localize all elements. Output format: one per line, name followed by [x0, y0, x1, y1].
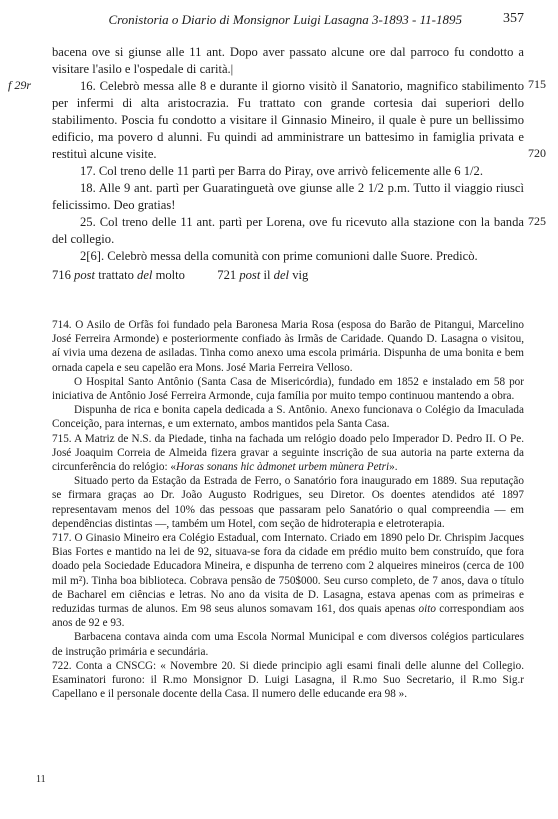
note-715-sanatorium: Situado perto da Estação da Estrada de Ferro, o Sanatório fora inaugurado em 1889. Sua reputação se firmara graças ao Dr. João Augusto Rodrigues, seu Diretor. Os doentes atendidos até 1897 representavam menos del 10% das pessoas que passaram pelo Sanatório o qual compreendia — em dependências distintas —, também um Hotel, com seção de hidroterapia e eletroterapia. [52, 475, 524, 530]
line-number-715: 715 [528, 77, 546, 91]
paragraph-day-16: 16. Celebrò messa alle 8 e durante il giorno visitò il Sanatorio, magnifico stabilimento per infermi di alta aristocrazia. Fu trattato con grande cortesia dai superiori dello stabilimento. Poscia fu condotto a visitare il Ginnasio Mineiro, il quale è pure un bellissimo edificio, ma povero d alunni. Fu quindi ad amministrare un battesimo in famiglia privata e restituì alcune visite. [52, 79, 524, 161]
line-number-720: 720 [528, 146, 546, 160]
note-717: 717. O Ginasio Mineiro era Colégio Estadual, com Internato. Criado em 1890 pelo Dr. Chrispim Jacques Bias Fortes e mantido na lei de 92, situava-se fora da cidade em prédio muito bem construído, que fora doado pela Sociedade Educadora Mineira, e dispunha de terreno com 2 alqueires mineiros (cerca de 100 mil m²). Tinha boa biblioteca. Cobrava pensão de 750$000. Seu curso completo, de 7 anos, dava o título de Bacharel em ciências e letras. No ano da visita de D. Lasagna, estava apenas com as primeiras e reduzidas turmas de alunos. Em 98 seus alunos somavam 161, dos quais apenas oito correspondiam aos anos de 92 e 93. [52, 532, 524, 630]
paragraph-day-18: 18. Alle 9 ant. partì per Guaratinguetà ove giunse alle 2 1/2 p.m. Tutto il viaggio riuscì felicissimo. Deo gratias! [52, 181, 524, 212]
paragraph-continuation: bacena ove si giunse alle 11 ant. Dopo aver passato alcune ore dal parroco fu condotto a visitare l'asilo e l'ospedale di carità.| [52, 45, 524, 76]
note-714: 714. O Asilo de Orfãs foi fundado pela Baronesa Maria Rosa (esposa do Barão de Pitangui, Marcelino José Ferreira Armonde) e posteriormente confiado às Irmãs de Caridade. Quando D. Lasagna o visitou, aí vivia uma dezena de asiladas. Tinha como anexo uma escola primária. Dispunha de uma bonita e bem ornada capela e seu capelão era Mons. José Maria Ferreira Velloso. [52, 319, 524, 374]
latin-inscription: Horas sonans hic àdmonet urbem mùnera Petri [175, 461, 390, 474]
note-715: 715. A Matriz de N.S. da Piedade, tinha na fachada um relógio doado pelo Imperador D. Pedro II. O Pe. José Joaquim Correia de Almeida fizera gravar a seguinte inscrição de sua autoria na parte externa da circunferência do relógio: «Horas sonans hic àdmonet urbem mùnera Petri». [52, 432, 524, 474]
critical-apparatus [52, 268, 524, 283]
apparatus-text: molto [155, 268, 185, 282]
main-text [52, 44, 524, 265]
note-722: 722. Conta a CNSCG: « Novembre 20. Si diede principio agli esami finali delle alunne del Collegio. Esaminatori furono: il R.mo Monsignor D. Luigi Lasagna, il R.mo Suo Secretario, il R.mo Sig.r Capellano e il personale docente della Casa. Il numero delle educande era 98 ». [52, 659, 524, 701]
folio-marker: f 29r [8, 78, 32, 92]
apparatus-text: il [263, 268, 271, 282]
note-714-chapel: Dispunha de rica e bonita capela dedicada a S. Antônio. Anexo funcionava o Colégio da Imaculada Conceição, para internas, e um externato, ambos mantidos pela Santa Casa. [52, 404, 524, 431]
note-714-hospital: O Hospital Santo Antônio (Santa Casa de Misericórdia), fundado em 1852 e instalado em 58 por iniciativa de Antônio José Ferreira Armonde, cuja família por muito tempo continuou mantendo a obra. [52, 375, 524, 403]
italic-word: oito [418, 603, 436, 616]
apparatus-word: del [137, 268, 153, 282]
apparatus-line-721: 721 [217, 268, 237, 282]
apparatus-word: post [74, 268, 96, 282]
apparatus-text: vig [292, 268, 309, 282]
running-header [52, 12, 524, 30]
apparatus-line-716: 716 [52, 268, 71, 282]
paragraph-day-17: 17. Col treno delle 11 partì per Barra do Piray, ove arrivò felicemente alle 6 1/2. [80, 164, 483, 178]
running-title: Cronistoria o Diario di Monsignor Luigi Lasagna 3-1893 - 11-1895 [108, 12, 462, 27]
apparatus-text: trattato [98, 268, 134, 282]
paragraph-day-26: 2[6]. Celebrò messa della comunità con prime comunioni dalle Suore. Predicò. [80, 249, 478, 263]
page-number: 357 [503, 11, 524, 26]
paragraph-day-25: 25. Col treno delle 11 ant. partì per Lorena, ove fu ricevuto alla stazione con la banda del collegio. [52, 215, 524, 246]
footnotes [52, 318, 524, 701]
line-number-725: 725 [528, 214, 546, 228]
apparatus-word: post [239, 268, 261, 282]
apparatus-word: del [273, 268, 290, 282]
signature-mark: 11 [36, 774, 46, 785]
note-717-schools: Barbacena contava ainda com uma Escola Normal Municipal e com diversos colégios particulares de instrução primária e secundária. [52, 631, 524, 658]
